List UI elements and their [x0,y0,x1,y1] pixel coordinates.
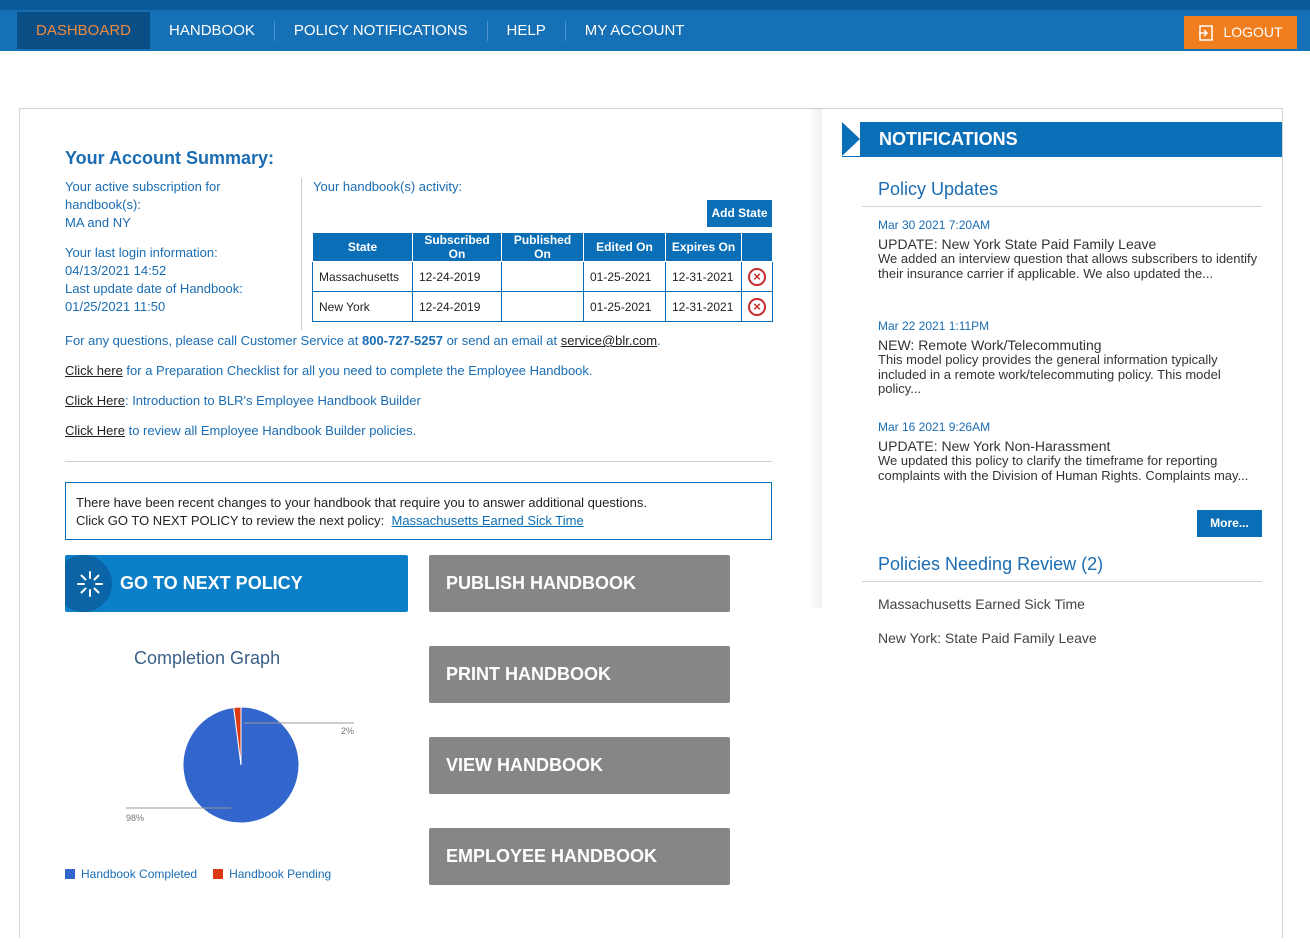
publish-handbook-button[interactable]: PUBLISH HANDBOOK [429,555,730,612]
cell-subscribed: 12-24-2019 [413,262,502,292]
notification-post [878,420,1266,483]
slice-label: 2% [340,726,354,736]
checklist-line [65,362,593,380]
sparkle-icon [75,569,105,599]
more-notifications-button[interactable]: More... [1197,510,1262,537]
checklist-link[interactable]: Click here [65,363,123,378]
checklist-text: for a Preparation Checklist for all you need to complete the Employee Handbook. [126,363,593,378]
nav-policy-notifications[interactable]: POLICY NOTIFICATIONS [293,22,468,39]
notification-post [878,319,1266,397]
col-edited: Edited On [584,233,666,262]
legend-label-completed: Handbook Completed [81,867,198,881]
cell-edited: 01-25-2021 [584,292,666,322]
post-title[interactable]: UPDATE: New York State Paid Family Leave [878,236,1157,252]
cell-published [502,262,584,292]
panel-shadow [808,108,822,608]
col-published: Published On [502,233,584,262]
delete-icon[interactable]: × [748,268,766,286]
last-update-value: 01/25/2021 11:50 [65,299,166,314]
next-policy-link[interactable]: Massachusetts Earned Sick Time [391,513,584,528]
cell-expires: 12-31-2021 [666,292,742,322]
intro-text: : Introduction to BLR's Employee Handbook Builder [124,393,421,408]
notification-post [878,218,1266,281]
last-login-value: 04/13/2021 14:52 [65,263,167,278]
contact-middle: or send an email at [446,333,558,348]
cell-subscribed: 12-24-2019 [413,292,502,322]
post-title[interactable]: NEW: Remote Work/Telecommuting [878,337,1102,353]
add-state-button[interactable]: Add State [707,200,772,227]
policies-review-divider [862,581,1262,582]
cell-state: Massachusetts [313,262,413,292]
contact-phone: 800-727-5257 [361,333,443,348]
subscription-value: MA and NY [65,215,131,230]
review-item[interactable]: New York: State Paid Family Leave [878,630,1097,646]
completion-pie-chart [120,700,360,830]
slice-label: 98% [126,813,145,823]
cell-state: New York [313,292,413,322]
logout-button[interactable] [1184,16,1297,49]
print-handbook-button[interactable]: PRINT HANDBOOK [429,646,730,703]
legend-swatch-completed [65,869,75,879]
policies-link[interactable]: Click Here [65,423,125,438]
contact-suffix: . [657,333,661,348]
summary-divider [301,178,302,330]
cell-edited: 01-25-2021 [584,262,666,292]
legend-item-completed [65,867,197,881]
policy-updates-title: Policy Updates [878,179,999,199]
last-login-label: Your last login information: [65,245,218,260]
post-title[interactable]: UPDATE: New York Non-Harassment [878,438,1111,454]
legend-label-pending: Handbook Pending [229,867,332,881]
contact-email-link[interactable]: service@blr.com [560,333,658,348]
intro-link[interactable]: Click Here [65,393,125,408]
view-handbook-button[interactable]: VIEW HANDBOOK [429,737,730,794]
post-body: This model policy provides the general information typically included in a remote work/telecommuting policy. This model policy... [878,352,1221,396]
contact-line [65,332,661,350]
changes-notice [65,482,772,540]
section-divider [65,461,772,462]
cell-delete [742,292,773,322]
nav-help[interactable]: HELP [506,22,546,39]
post-date: Mar 16 2021 9:26AM [878,420,991,434]
completion-graph-title: Completion Graph [134,648,281,668]
col-expires: Expires On [666,233,742,262]
account-summary-title: Your Account Summary: [65,148,275,168]
contact-prefix: For any questions, please call Customer Service at [65,333,359,348]
review-item[interactable]: Massachusetts Earned Sick Time [878,596,1085,612]
employee-handbook-access-button[interactable]: EMPLOYEE HANDBOOK ACCESS [429,828,730,885]
nav-my-account[interactable]: MY ACCOUNT [584,22,685,39]
nav-handbook[interactable]: HANDBOOK [169,22,255,39]
policies-text: to review all Employee Handbook Builder policies. [128,423,417,438]
legend-item-pending [213,867,331,881]
notice-line-2 [76,512,761,530]
logout-icon [1198,25,1214,41]
cell-expires: 12-31-2021 [666,262,742,292]
post-date: Mar 22 2021 1:11PM [878,319,990,333]
policies-review-title: Policies Needing Review (2) [878,554,1104,574]
table-header-row [313,233,773,262]
subscription-label: Your active subscription for handbook(s): [65,179,221,212]
cell-delete [742,262,773,292]
policies-line [65,422,416,440]
policy-updates-divider [862,206,1262,207]
handbook-activity-table [312,232,773,322]
intro-line [65,392,421,410]
post-body: We updated this policy to clarify the timeframe for reporting complaints with the Division of Human Rights. Complaints may... [878,453,1249,483]
chart-legend [65,867,331,881]
cell-published [502,292,584,322]
col-subscribed: Subscribed On [413,233,502,262]
col-state: State [313,233,413,262]
notice-line-1: There have been recent changes to your handbook that require you to answer additional questions. [76,495,647,510]
post-body: We added an interview question that allows subscribers to identify their insurance carrier if applicable. We also updated the... [878,251,1258,281]
go-next-label: GO TO NEXT POLICY [120,573,303,593]
go-to-next-policy-button[interactable] [65,555,408,612]
notice-line-2-text: Click GO TO NEXT POLICY to review the next policy: [76,513,385,528]
nav-dashboard[interactable]: DASHBOARD [17,12,150,49]
notifications-header: NOTIFICATIONS [842,122,1282,157]
activity-label: Your handbook(s) activity: [313,179,463,194]
main-nav [17,12,703,49]
table-row [313,262,773,292]
top-nav-bar [0,0,1310,51]
table-row [313,292,773,322]
post-date: Mar 30 2021 7:20AM [878,218,991,232]
delete-icon[interactable]: × [748,298,766,316]
logout-label: LOGOUT [1223,24,1283,40]
legend-swatch-pending [213,869,223,879]
last-update-label: Last update date of Handbook: [65,281,243,296]
col-actions [742,233,773,262]
